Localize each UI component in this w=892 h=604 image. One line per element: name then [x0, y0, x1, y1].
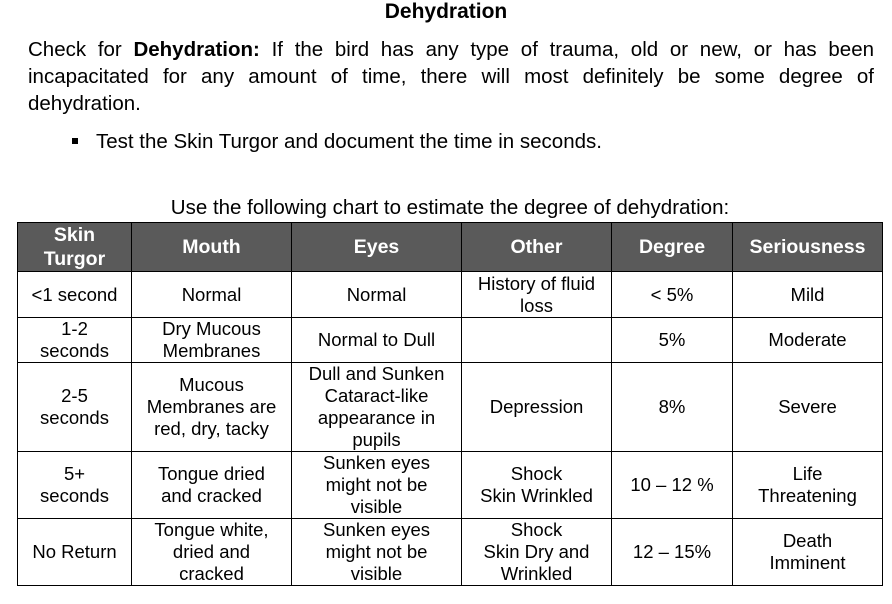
header-skin-turgor: Skin Turgor: [18, 223, 132, 272]
cell-skin-turgor: 1-2 seconds: [18, 318, 132, 363]
table-row: [18, 363, 883, 452]
cell-skin-turgor: No Return: [18, 519, 132, 586]
intro-paragraph: [28, 36, 874, 117]
dehydration-table: [17, 222, 883, 586]
cell-degree: 8%: [612, 363, 733, 452]
cell-mouth: Dry Mucous Membranes: [132, 318, 292, 363]
cell-other: [462, 318, 612, 363]
table-row: [18, 318, 883, 363]
header-degree: Degree: [612, 223, 733, 272]
table-row: [18, 272, 883, 318]
cell-skin-turgor: <1 second: [18, 272, 132, 318]
intro-bold-term: Dehydration:: [133, 38, 260, 61]
bullet-square-icon: [72, 138, 78, 144]
intro-text: If the bird has any type of trauma, old or new, or has been incapacitated for any amount of time, there will most definitely be some degree of dehydration.: [28, 38, 874, 115]
cell-other: History of fluid loss: [462, 272, 612, 318]
cell-other: Shock Skin Wrinkled: [462, 452, 612, 519]
cell-mouth: Normal: [132, 272, 292, 318]
cell-seriousness: Mild: [733, 272, 883, 318]
cell-eyes: Dull and Sunken Cataract-like appearance in pupils: [292, 363, 462, 452]
cell-eyes: Normal: [292, 272, 462, 318]
cell-seriousness: Life Threatening: [733, 452, 883, 519]
cell-eyes: Normal to Dull: [292, 318, 462, 363]
cell-seriousness: Moderate: [733, 318, 883, 363]
cell-degree: < 5%: [612, 272, 733, 318]
table-header-row: [18, 223, 883, 272]
header-seriousness: Seriousness: [733, 223, 883, 272]
bullet-text: Test the Skin Turgor and document the time in seconds.: [96, 130, 602, 153]
cell-eyes: Sunken eyes might not be visible: [292, 452, 462, 519]
cell-degree: 10 – 12 %: [612, 452, 733, 519]
intro-prefix: Check for: [28, 38, 134, 61]
bullet-item: [72, 128, 602, 155]
cell-seriousness: Severe: [733, 363, 883, 452]
cell-degree: 5%: [612, 318, 733, 363]
header-eyes: Eyes: [292, 223, 462, 272]
cell-seriousness: Death Imminent: [733, 519, 883, 586]
table-row: [18, 519, 883, 586]
header-other: Other: [462, 223, 612, 272]
cell-skin-turgor: 5+ seconds: [18, 452, 132, 519]
page-title: Dehydration: [384, 0, 508, 23]
cell-other: Shock Skin Dry and Wrinkled: [462, 519, 612, 586]
cell-mouth: Mucous Membranes are red, dry, tacky: [132, 363, 292, 452]
cell-skin-turgor: 2-5 seconds: [18, 363, 132, 452]
table-row: [18, 452, 883, 519]
cell-other: Depression: [462, 363, 612, 452]
cell-eyes: Sunken eyes might not be visible: [292, 519, 462, 586]
cell-mouth: Tongue dried and cracked: [132, 452, 292, 519]
header-mouth: Mouth: [132, 223, 292, 272]
chart-caption: Use the following chart to estimate the degree of dehydration:: [170, 196, 730, 219]
cell-degree: 12 – 15%: [612, 519, 733, 586]
cell-mouth: Tongue white, dried and cracked: [132, 519, 292, 586]
